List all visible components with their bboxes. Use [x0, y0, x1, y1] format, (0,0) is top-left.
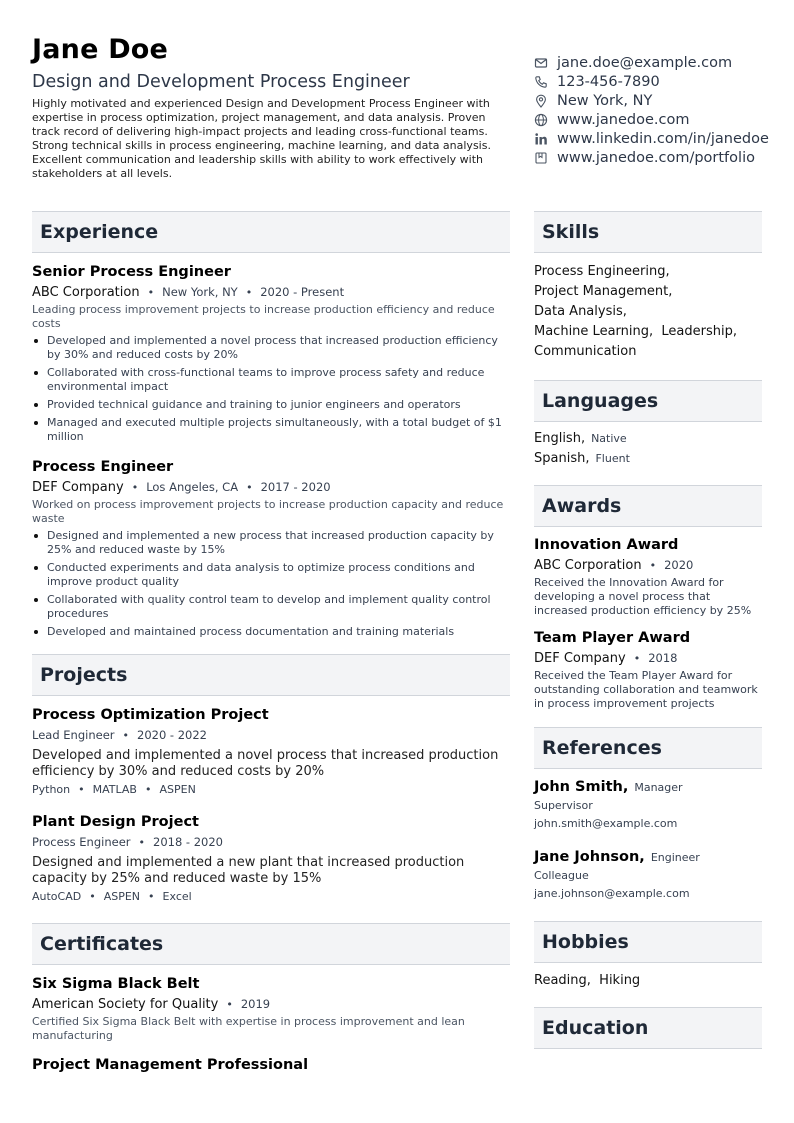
- job-description: Worked on process improvement projects to increase production capacity and reduce waste: [32, 498, 504, 525]
- contact-location-text: New York, NY: [557, 92, 653, 109]
- award-description: Received the Innovation Award for developing a novel process that increased production efficiency by 25%: [534, 576, 752, 617]
- language-item: [534, 449, 762, 469]
- contact-location: [534, 91, 794, 110]
- experience-entry: [32, 263, 510, 444]
- references-heading: References: [534, 727, 762, 769]
- skills-list: [534, 262, 762, 362]
- contact-list: [534, 53, 794, 167]
- main-column: [32, 211, 510, 1074]
- tag: MATLAB: [92, 783, 137, 796]
- certificate-meta: [32, 996, 510, 1013]
- list-item: Collaborated with cross-functional teams to improve process safety and reduce environmental impact: [32, 366, 510, 394]
- candidate-title: Design and Development Process Engineer: [32, 72, 410, 92]
- language-level: Fluent: [595, 452, 630, 465]
- skill-line: Process Engineering,: [534, 264, 670, 279]
- reference-relation: Colleague: [534, 869, 589, 882]
- summary-text: Highly motivated and experienced Design and Development Process Engineer with expertise in process optimization, project management, and data analysis. Proven track record of delivering high-impact projects and leading cross-functional teams. Strong technical skills in process engineering, machine learning, and data analysis. Excellent communication and leadership skills with ability to work effectively with stakeholders at all levels.: [32, 97, 491, 180]
- portfolio-icon: [534, 151, 548, 165]
- certificate-entry: [32, 1056, 510, 1074]
- award-title: Team Player Award: [534, 630, 691, 646]
- job-location: New York, NY: [162, 285, 238, 299]
- skill-line: Machine Learning, Leadership,: [534, 324, 737, 339]
- contact-email-text: jane.doe@example.com: [557, 54, 733, 71]
- location-pin-icon: [534, 94, 548, 108]
- project-entry: [32, 706, 510, 797]
- project-entry: [32, 813, 510, 904]
- project-dates: 2018 - 2020: [153, 835, 223, 849]
- certificate-title: Project Management Professional: [32, 1057, 309, 1073]
- list-item: Managed and executed multiple projects simultaneously, with a total budget of $1 million: [32, 416, 510, 444]
- separator-dot: •: [122, 729, 129, 742]
- job-company: ABC Corporation: [32, 285, 140, 300]
- award-title: Innovation Award: [534, 537, 679, 553]
- certificate-year: 2019: [240, 997, 271, 1011]
- envelope-icon: [534, 56, 548, 70]
- award-meta: [534, 650, 762, 667]
- separator-dot: •: [138, 836, 145, 849]
- contact-portfolio[interactable]: [534, 148, 794, 167]
- projects-heading: Projects: [32, 654, 510, 696]
- separator-dot: •: [148, 890, 155, 903]
- sidebar-column: [534, 211, 762, 1049]
- experience-entry: [32, 458, 510, 639]
- separator-dot: •: [245, 286, 253, 299]
- job-company: DEF Company: [32, 480, 124, 495]
- tag: ASPEN: [103, 890, 141, 903]
- job-title: Senior Process Engineer: [32, 264, 231, 280]
- project-tags: [32, 890, 510, 904]
- tag: AutoCAD: [32, 890, 82, 903]
- job-location: Los Angeles, CA: [146, 480, 239, 494]
- tag: Excel: [162, 890, 192, 903]
- project-description: Developed and implemented a novel process that increased production efficiency by 30% and reduced costs by 20%: [32, 748, 499, 779]
- tag: Python: [32, 783, 71, 796]
- reference-entry: [534, 778, 762, 833]
- skill-line: Project Management,: [534, 284, 673, 299]
- award-entry: [534, 629, 762, 711]
- job-meta: [32, 284, 510, 301]
- language-item: [534, 429, 762, 449]
- contact-phone-text: 123-456-7890: [557, 73, 660, 90]
- language-level: Native: [591, 432, 627, 445]
- project-meta: [32, 727, 510, 744]
- job-bullets: [32, 529, 510, 639]
- separator-dot: •: [649, 559, 657, 572]
- reference-name: Jane Johnson,: [534, 849, 645, 865]
- certificates-heading: Certificates: [32, 923, 510, 965]
- reference-entry: [534, 848, 762, 903]
- job-bullets: [32, 334, 510, 444]
- list-item: Developed and maintained process documentation and training materials: [32, 625, 510, 639]
- reference-name-line: [534, 778, 762, 797]
- contact-website-text: www.janedoe.com: [557, 111, 690, 128]
- contact-linkedin[interactable]: [534, 129, 794, 148]
- separator-dot: •: [147, 286, 155, 299]
- award-entry: [534, 536, 762, 618]
- contact-website[interactable]: [534, 110, 794, 129]
- languages-list: [534, 429, 762, 469]
- skill-line: Data Analysis,: [534, 304, 627, 319]
- job-title: Process Engineer: [32, 459, 174, 475]
- linkedin-icon: [534, 132, 548, 146]
- contact-phone[interactable]: [534, 72, 794, 91]
- resume-header: [32, 34, 512, 181]
- separator-dot: •: [246, 481, 253, 494]
- list-item: Designed and implemented a new process that increased production capacity by 25% and reduced waste by 15%: [32, 529, 510, 557]
- globe-icon: [534, 113, 548, 127]
- separator-dot: •: [78, 783, 85, 796]
- language-name: Spanish,: [534, 451, 590, 466]
- project-description: Designed and implemented a new plant that increased production capacity by 25% and reduced waste by 15%: [32, 855, 465, 886]
- project-meta: [32, 834, 510, 851]
- award-description: Received the Team Player Award for outstanding collaboration and teamwork in process improvement projects: [534, 669, 758, 710]
- project-role: Lead Engineer: [32, 728, 115, 742]
- hobbies-heading: Hobbies: [534, 921, 762, 963]
- reference-role: Manager: [634, 781, 683, 794]
- tag: ASPEN: [159, 783, 196, 796]
- list-item: Provided technical guidance and training to junior engineers and operators: [32, 398, 510, 412]
- reference-name-line: [534, 848, 762, 867]
- job-dates: 2020 - Present: [260, 285, 345, 299]
- job-meta: [32, 479, 510, 496]
- skills-heading: Skills: [534, 211, 762, 253]
- separator-dot: •: [144, 783, 152, 796]
- reference-email[interactable]: jane.johnson@example.com: [534, 887, 690, 900]
- certificate-entry: [32, 975, 510, 1043]
- project-tags: [32, 783, 510, 797]
- list-item: Developed and implemented a novel process that increased production efficiency by 30% and reduced costs by 20%: [32, 334, 510, 362]
- project-dates: 2020 - 2022: [137, 728, 207, 742]
- certificate-description: Certified Six Sigma Black Belt with expertise in process improvement and lean manufacturing: [32, 1015, 465, 1042]
- separator-dot: •: [131, 481, 139, 494]
- language-name: English,: [534, 431, 586, 446]
- candidate-name: Jane Doe: [32, 34, 169, 65]
- award-year: 2020: [664, 558, 694, 572]
- contact-email[interactable]: [534, 53, 794, 72]
- project-title: Process Optimization Project: [32, 707, 269, 723]
- project-role: Process Engineer: [32, 835, 131, 849]
- award-org: ABC Corporation: [534, 558, 642, 573]
- separator-dot: •: [633, 652, 641, 665]
- phone-icon: [534, 75, 548, 89]
- certificate-issuer: American Society for Quality: [32, 997, 219, 1012]
- job-dates: 2017 - 2020: [260, 480, 331, 494]
- project-title: Plant Design Project: [32, 814, 199, 830]
- separator-dot: •: [226, 998, 233, 1011]
- reference-relation: Supervisor: [534, 799, 593, 812]
- reference-email[interactable]: john.smith@example.com: [534, 817, 678, 830]
- separator-dot: •: [89, 890, 96, 903]
- education-heading: Education: [534, 1007, 762, 1049]
- hobbies-text: Reading, Hiking: [534, 973, 641, 988]
- certificate-title: Six Sigma Black Belt: [32, 976, 200, 992]
- skill-line: Communication: [534, 344, 637, 359]
- contact-linkedin-text: www.linkedin.com/in/janedoe: [557, 130, 769, 147]
- award-meta: [534, 557, 762, 574]
- award-year: 2018: [648, 651, 678, 665]
- reference-name: John Smith,: [534, 779, 629, 795]
- contact-portfolio-text: www.janedoe.com/portfolio: [557, 149, 755, 166]
- reference-role: Engineer: [650, 851, 700, 864]
- awards-heading: Awards: [534, 485, 762, 527]
- experience-heading: Experience: [32, 211, 510, 253]
- list-item: Conducted experiments and data analysis to optimize process conditions and improve product quality: [32, 561, 510, 589]
- list-item: Collaborated with quality control team to develop and implement quality control procedures: [32, 593, 510, 621]
- languages-heading: Languages: [534, 380, 762, 422]
- job-description: Leading process improvement projects to increase production efficiency and reduce costs: [32, 303, 495, 330]
- award-org: DEF Company: [534, 651, 626, 666]
